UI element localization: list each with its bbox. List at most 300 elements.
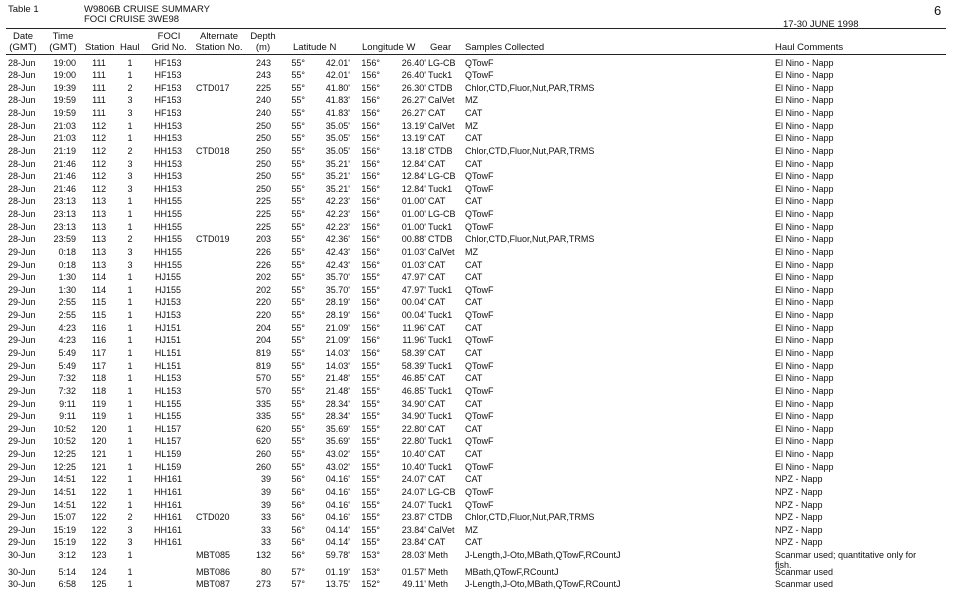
- cell-haul: 1: [127, 385, 133, 396]
- cell-station: 117: [91, 347, 107, 358]
- cell-depth: 250: [255, 183, 271, 194]
- table-row: [0, 82, 954, 95]
- cell-grid: HL157: [154, 436, 182, 447]
- cell-lat-deg: 55°: [291, 335, 305, 346]
- table-row: [0, 524, 954, 537]
- cell-date: 28-Jun: [8, 209, 36, 220]
- cell-station: 111: [92, 108, 106, 119]
- cell-depth: 33: [260, 524, 271, 535]
- cell-lon-min: 01.00': [401, 196, 426, 207]
- cell-samples: QTowF: [465, 209, 494, 220]
- cell-samples: QTowF: [465, 221, 494, 232]
- cell-haul: 2: [127, 512, 133, 523]
- cell-depth: 225: [255, 221, 271, 232]
- cell-date: 30-Jun: [8, 550, 36, 561]
- cell-station: 113: [91, 221, 107, 232]
- cell-grid: HH153: [153, 158, 182, 169]
- cell-lat-min: 21.09': [325, 322, 350, 333]
- cell-depth: 39: [260, 499, 271, 510]
- cell-samples: CAT: [465, 259, 483, 270]
- cell-gear: CAT: [428, 297, 446, 308]
- cell-gear: CTDB: [428, 82, 453, 93]
- cell-lat-deg: 55°: [291, 259, 305, 270]
- cruise-name: FOCI CRUISE 3WE98: [84, 14, 180, 25]
- cell-lat-deg: 56°: [291, 524, 305, 535]
- cell-date: 29-Jun: [8, 449, 36, 460]
- cell-date: 29-Jun: [8, 360, 36, 371]
- cell-gear: CAT: [428, 537, 446, 548]
- cell-haul: 1: [127, 373, 133, 384]
- cell-haul: 3: [127, 108, 133, 119]
- cell-lon-deg: 155°: [361, 486, 380, 497]
- cell-lon-deg: 155°: [361, 284, 380, 295]
- cell-comments: Scanmar used: [775, 579, 834, 590]
- cell-gear: Tuck1: [428, 70, 453, 81]
- cell-lon-min: 34.90': [401, 411, 426, 422]
- cell-time: 15:19: [53, 537, 76, 548]
- cell-date: 29-Jun: [8, 436, 36, 447]
- cell-gear: CalVet: [428, 95, 455, 106]
- cell-time: 4:23: [58, 322, 76, 333]
- cell-time: 19:00: [53, 57, 76, 68]
- cell-lon-min: 26.40': [401, 70, 426, 81]
- cell-haul: 1: [127, 550, 133, 561]
- cell-lat-deg: 55°: [291, 82, 305, 93]
- cell-time: 23:59: [53, 234, 76, 245]
- cell-gear: CAT: [428, 322, 446, 333]
- cell-depth: 204: [255, 335, 271, 346]
- cell-haul: 1: [127, 322, 133, 333]
- cell-gear: CalVet: [428, 524, 455, 535]
- cell-grid: HJ151: [154, 322, 181, 333]
- cell-lat-min: 41.83': [325, 108, 350, 119]
- cell-grid: HL151: [154, 347, 182, 358]
- cell-time: 2:55: [58, 297, 76, 308]
- cell-grid: HL155: [154, 411, 182, 422]
- cell-gear: Tuck1: [428, 335, 453, 346]
- cell-lon-deg: 155°: [361, 360, 380, 371]
- cell-time: 23:13: [53, 221, 76, 232]
- table-row: [0, 435, 954, 448]
- cell-depth: 243: [255, 70, 271, 81]
- cell-gear: CTDB: [428, 145, 453, 156]
- cell-time: 12:25: [53, 449, 76, 460]
- cell-lat-min: 13.75': [325, 579, 350, 590]
- cell-gear: Meth: [428, 550, 449, 561]
- cell-lat-min: 42.23': [325, 221, 350, 232]
- cell-lon-deg: 156°: [361, 234, 380, 245]
- cell-gear: Tuck1: [428, 284, 453, 295]
- cell-lat-deg: 55°: [291, 373, 305, 384]
- cell-lat-deg: 55°: [291, 423, 305, 434]
- cell-lon-min: 28.03': [401, 550, 426, 561]
- cell-lon-min: 22.80': [401, 423, 426, 434]
- cell-samples: QTowF: [465, 461, 494, 472]
- cell-lon-deg: 156°: [361, 57, 380, 68]
- cell-lon-deg: 155°: [361, 474, 380, 485]
- cell-gear: Tuck1: [428, 499, 453, 510]
- cell-time: 23:13: [53, 209, 76, 220]
- cell-time: 1:30: [58, 272, 76, 283]
- cell-lon-deg: 155°: [361, 524, 380, 535]
- cell-station: 113: [91, 196, 107, 207]
- col-header-grid: FOCI Grid No.: [151, 31, 187, 53]
- cell-comments: Scanmar used; quantitative only for: [775, 550, 917, 561]
- cell-gear: Tuck1: [428, 310, 453, 321]
- cell-time: 19:59: [53, 95, 76, 106]
- cell-depth: 250: [255, 171, 271, 182]
- table-row: [0, 347, 954, 360]
- cell-haul: 1: [127, 335, 133, 346]
- cell-time: 9:11: [59, 398, 76, 409]
- cell-time: 19:00: [53, 70, 76, 81]
- cell-date: 30-Jun: [8, 579, 36, 590]
- cell-haul: 1: [127, 347, 133, 358]
- cell-haul: 2: [127, 234, 133, 245]
- cell-grid: HH155: [153, 259, 182, 270]
- cell-date: 28-Jun: [8, 70, 36, 81]
- cell-date: 29-Jun: [8, 385, 36, 396]
- cell-lat-deg: 55°: [291, 95, 305, 106]
- cell-time: 21:46: [53, 183, 76, 194]
- cell-depth: 225: [255, 82, 271, 93]
- cell-lat-deg: 55°: [291, 385, 305, 396]
- cell-haul: 3: [127, 246, 133, 257]
- cell-lon-deg: 155°: [361, 499, 380, 510]
- cell-haul: 1: [127, 133, 133, 144]
- cell-time: 14:51: [53, 499, 76, 510]
- cell-samples: CAT: [465, 196, 483, 207]
- cell-date: 29-Jun: [8, 272, 36, 283]
- cell-grid: HF153: [154, 70, 182, 81]
- table-row: [0, 170, 954, 183]
- cell-grid: HF153: [154, 108, 182, 119]
- cell-grid: HJ153: [154, 310, 181, 321]
- cell-grid: HJ151: [154, 335, 181, 346]
- cell-lon-min: 23.84': [401, 537, 426, 548]
- cell-time: 5:14: [58, 566, 76, 577]
- cell-time: 23:13: [53, 196, 76, 207]
- cell-station: 118: [91, 373, 107, 384]
- cell-date: 28-Jun: [8, 95, 36, 106]
- cell-lat-deg: 55°: [291, 449, 305, 460]
- cell-lat-min: 28.19': [325, 297, 350, 308]
- cell-lat-deg: 55°: [291, 120, 305, 131]
- table-row: [0, 549, 954, 562]
- cell-samples: CAT: [465, 322, 483, 333]
- cell-lat-min: 42.23': [325, 196, 350, 207]
- cell-grid: HL157: [154, 423, 182, 434]
- cell-depth: 132: [255, 550, 271, 561]
- cell-lat-min: 04.16': [325, 512, 350, 523]
- cell-time: 5:49: [58, 360, 76, 371]
- cell-grid: HH155: [153, 221, 182, 232]
- cell-lat-min: 35.05': [325, 133, 350, 144]
- cell-station: 115: [91, 297, 107, 308]
- cell-lat-deg: 55°: [291, 209, 305, 220]
- table-row: [0, 486, 954, 499]
- cell-haul: 1: [127, 449, 133, 460]
- cell-lat-deg: 55°: [291, 272, 305, 283]
- cell-lat-deg: 55°: [291, 108, 305, 119]
- cell-depth: 225: [255, 209, 271, 220]
- cell-gear: CAT: [428, 423, 446, 434]
- table-row: [0, 461, 954, 474]
- cell-samples: Chlor,CTD,Fluor,Nut,PAR,TRMS: [465, 512, 595, 523]
- cell-time: 5:49: [58, 347, 76, 358]
- cell-samples: QTowF: [465, 486, 494, 497]
- cell-depth: 226: [255, 246, 271, 257]
- table-row: [0, 536, 954, 549]
- cell-samples: QTowF: [465, 335, 494, 346]
- cell-station: 111: [92, 82, 106, 93]
- cell-haul: 1: [127, 398, 133, 409]
- cell-lat-deg: 55°: [291, 322, 305, 333]
- table-row: [0, 208, 954, 221]
- cell-lon-deg: 155°: [361, 385, 380, 396]
- cell-grid: HH161: [153, 512, 182, 523]
- cell-station: 113: [91, 259, 107, 270]
- table-row: [0, 578, 954, 591]
- cell-station: 119: [91, 411, 107, 422]
- table-row: [0, 322, 954, 335]
- cell-station: 114: [91, 272, 107, 283]
- cell-alt-station: MBT086: [196, 566, 231, 577]
- cell-grid: HL159: [154, 461, 182, 472]
- cell-lat-min: 35.70': [325, 284, 350, 295]
- table-row: [0, 246, 954, 259]
- cell-lat-deg: 55°: [291, 436, 305, 447]
- table-row: [0, 410, 954, 423]
- cell-haul: 3: [127, 183, 133, 194]
- cell-station: 121: [91, 449, 107, 460]
- cell-depth: 335: [255, 411, 271, 422]
- cell-depth: 225: [255, 196, 271, 207]
- cell-time: 15:19: [53, 524, 76, 535]
- cell-gear: CAT: [428, 196, 446, 207]
- cell-depth: 240: [255, 108, 271, 119]
- cell-lon-deg: 156°: [361, 183, 380, 194]
- cell-samples: CAT: [465, 423, 483, 434]
- cell-lon-min: 47.97': [401, 284, 426, 295]
- col-header-station: Station: [85, 42, 115, 53]
- cell-comments: NPZ - Napp: [775, 537, 823, 548]
- col-header-depth: Depth (m): [250, 31, 276, 53]
- cell-depth: 202: [255, 272, 271, 283]
- cell-samples: QTowF: [465, 411, 494, 422]
- cell-depth: 260: [255, 449, 271, 460]
- cell-lon-deg: 156°: [361, 322, 380, 333]
- cell-station: 125: [91, 579, 107, 590]
- cell-samples: CAT: [465, 158, 483, 169]
- cell-haul: 1: [127, 499, 133, 510]
- cell-haul: 1: [127, 284, 133, 295]
- cell-samples: QTowF: [465, 499, 494, 510]
- cell-grid: HJ155: [154, 284, 181, 295]
- cell-date: 29-Jun: [8, 297, 36, 308]
- cell-comments: Scanmar used: [775, 566, 834, 577]
- cell-station: 119: [91, 398, 107, 409]
- cell-lat-deg: 55°: [291, 461, 305, 472]
- cell-lat-min: 35.21': [325, 158, 350, 169]
- cell-station: 122: [91, 499, 107, 510]
- cell-date: 28-Jun: [8, 145, 36, 156]
- cell-samples: J-Length,J-Oto,MBath,QTowF,RCountJ: [465, 550, 621, 561]
- cell-comments: El Nino - Napp: [775, 196, 834, 207]
- cell-date: 29-Jun: [8, 461, 36, 472]
- cell-samples: CAT: [465, 108, 483, 119]
- cell-comments: El Nino - Napp: [775, 82, 834, 93]
- cell-lon-min: 00.04': [401, 297, 426, 308]
- cell-lat-deg: 56°: [291, 499, 305, 510]
- cell-lon-deg: 156°: [361, 171, 380, 182]
- cell-station: 122: [91, 537, 107, 548]
- cell-comments: El Nino - Napp: [775, 436, 834, 447]
- cell-time: 15:07: [53, 512, 76, 523]
- cell-lat-min: 42.43': [325, 259, 350, 270]
- cell-station: 120: [91, 436, 107, 447]
- cell-lon-min: 10.40': [401, 461, 426, 472]
- cell-comments: El Nino - Napp: [775, 145, 834, 156]
- cell-depth: 273: [255, 579, 271, 590]
- cell-lon-min: 46.85': [401, 373, 426, 384]
- cell-lat-min: 35.21': [325, 171, 350, 182]
- table-row: [0, 566, 954, 579]
- cell-lon-deg: 156°: [361, 221, 380, 232]
- cell-date: 29-Jun: [8, 322, 36, 333]
- page-number: 6: [934, 3, 942, 18]
- cell-date: 29-Jun: [8, 537, 36, 548]
- cell-lon-deg: 156°: [361, 133, 380, 144]
- cell-lon-deg: 156°: [361, 310, 380, 321]
- cell-lat-min: 28.34': [325, 398, 350, 409]
- cell-samples: QTowF: [465, 171, 494, 182]
- col-header-gear: Gear: [430, 42, 452, 53]
- cell-lat-min: 35.69': [325, 436, 350, 447]
- col-header-date: Date (GMT): [9, 31, 37, 53]
- cell-gear: CAT: [428, 133, 446, 144]
- cell-alt-station: MBT087: [196, 579, 231, 590]
- cell-depth: 250: [255, 120, 271, 131]
- cell-comments: El Nino - Napp: [775, 347, 834, 358]
- table-label: Table 1: [8, 4, 39, 15]
- cell-depth: 819: [255, 360, 271, 371]
- cell-grid: HH153: [153, 183, 182, 194]
- cell-lon-deg: 156°: [361, 209, 380, 220]
- cell-lat-min: 21.48': [325, 373, 350, 384]
- cell-depth: 240: [255, 95, 271, 106]
- cell-samples: CAT: [465, 537, 483, 548]
- cell-comments: El Nino - Napp: [775, 259, 834, 270]
- comment-continuation: fish.: [775, 559, 792, 570]
- cell-haul: 1: [127, 566, 133, 577]
- cell-time: 9:11: [59, 411, 76, 422]
- cell-samples: QTowF: [465, 70, 494, 81]
- cell-comments: El Nino - Napp: [775, 360, 834, 371]
- cell-grid: HH161: [153, 486, 182, 497]
- cell-grid: HL153: [154, 385, 182, 396]
- cell-lat-min: 41.83': [325, 95, 350, 106]
- cell-gear: CAT: [428, 373, 446, 384]
- cell-lat-deg: 55°: [291, 246, 305, 257]
- cell-time: 1:30: [58, 284, 76, 295]
- cell-samples: QTowF: [465, 57, 494, 68]
- cell-time: 21:46: [53, 158, 76, 169]
- cell-station: 112: [91, 171, 107, 182]
- cell-samples: MZ: [465, 95, 478, 106]
- cell-lon-min: 12.84': [401, 171, 426, 182]
- cell-station: 117: [91, 360, 107, 371]
- cell-lat-deg: 56°: [291, 486, 305, 497]
- cell-date: 29-Jun: [8, 499, 36, 510]
- cell-date: 28-Jun: [8, 133, 36, 144]
- cell-date: 29-Jun: [8, 310, 36, 321]
- cell-lon-min: 13.18': [401, 145, 426, 156]
- cell-grid: HH153: [153, 120, 182, 131]
- cell-lat-deg: 55°: [291, 221, 305, 232]
- cell-samples: MZ: [465, 524, 478, 535]
- cell-lat-min: 28.34': [325, 411, 350, 422]
- cell-lon-min: 01.03': [401, 246, 426, 257]
- table-row: [0, 398, 954, 411]
- cell-samples: Chlor,CTD,Fluor,Nut,PAR,TRMS: [465, 234, 595, 245]
- cell-gear: Tuck1: [428, 183, 453, 194]
- cell-lat-deg: 55°: [291, 284, 305, 295]
- cell-lat-deg: 56°: [291, 512, 305, 523]
- col-header-longitude: Longitude W: [362, 42, 416, 53]
- cell-gear: LG-CB: [428, 171, 456, 182]
- cell-lon-deg: 155°: [361, 512, 380, 523]
- table-row: [0, 259, 954, 272]
- cell-lon-min: 34.90': [401, 398, 426, 409]
- cell-grid: HH153: [153, 133, 182, 144]
- cell-lon-deg: 155°: [361, 436, 380, 447]
- cell-lat-min: 14.03': [325, 347, 350, 358]
- cell-grid: HF153: [154, 57, 182, 68]
- cell-time: 0:18: [58, 259, 76, 270]
- cell-time: 6:58: [58, 579, 76, 590]
- cell-lat-min: 35.70': [325, 272, 350, 283]
- cell-time: 7:32: [58, 385, 76, 396]
- col-header-samples: Samples Collected: [465, 42, 545, 53]
- cell-haul: 1: [127, 272, 133, 283]
- cell-lon-min: 49.11': [402, 579, 426, 590]
- cell-grid: HF153: [154, 95, 182, 106]
- cell-lat-min: 42.23': [325, 209, 350, 220]
- cell-gear: Tuck1: [428, 411, 453, 422]
- cell-comments: El Nino - Napp: [775, 246, 834, 257]
- cell-date: 28-Jun: [8, 221, 36, 232]
- cell-comments: El Nino - Napp: [775, 57, 834, 68]
- cell-haul: 1: [127, 70, 133, 81]
- table-row: [0, 183, 954, 196]
- cell-lat-min: 42.01': [325, 57, 350, 68]
- table-row: [0, 499, 954, 512]
- cell-haul: 1: [127, 196, 133, 207]
- cell-samples: QTowF: [465, 436, 494, 447]
- cell-time: 4:23: [58, 335, 76, 346]
- cell-date: 28-Jun: [8, 158, 36, 169]
- cell-comments: El Nino - Napp: [775, 310, 834, 321]
- cell-samples: CAT: [465, 272, 483, 283]
- cell-gear: LG-CB: [428, 209, 456, 220]
- cell-comments: NPZ - Napp: [775, 474, 823, 485]
- cell-lat-deg: 57°: [291, 579, 305, 590]
- cell-gear: CAT: [428, 272, 446, 283]
- cell-comments: NPZ - Napp: [775, 512, 823, 523]
- cell-time: 21:03: [53, 133, 76, 144]
- cell-depth: 819: [255, 347, 271, 358]
